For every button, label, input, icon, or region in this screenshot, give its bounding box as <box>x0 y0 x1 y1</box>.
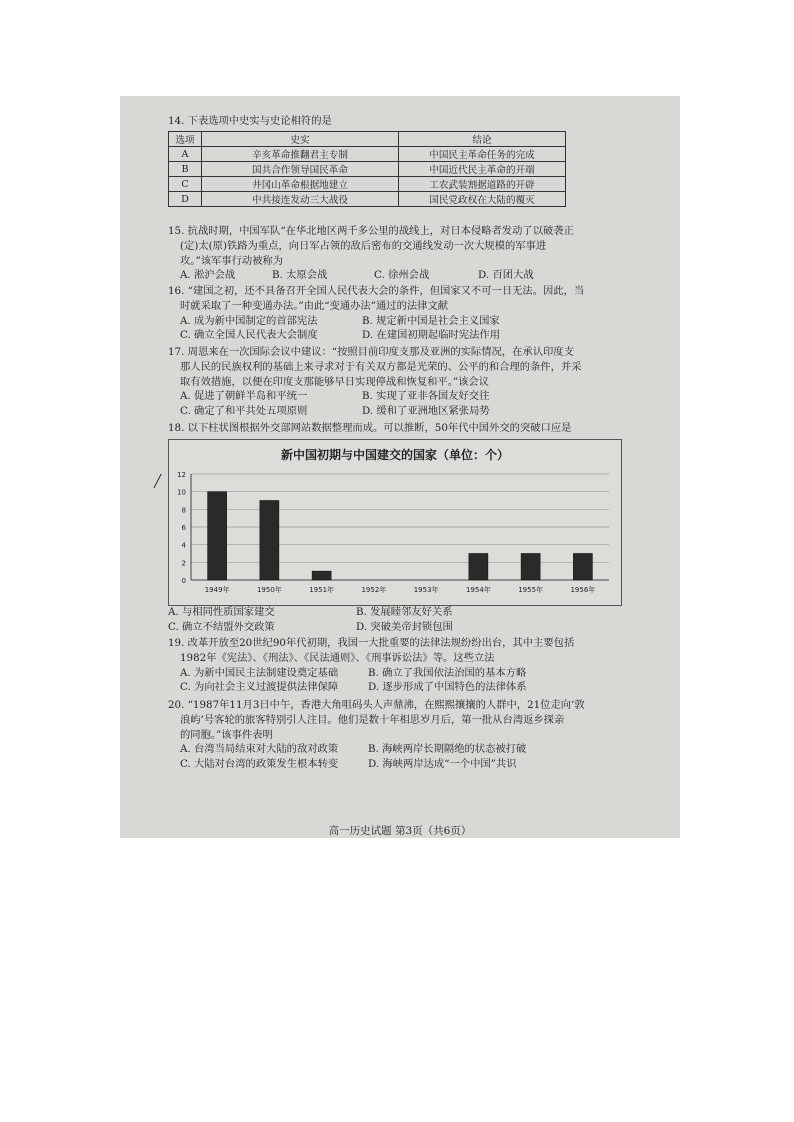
table-header-row <box>169 132 566 147</box>
table-header-fact: 史实 <box>202 132 399 147</box>
y-tick-label: 10 <box>177 488 186 497</box>
option-b: B. 实现了亚非各国友好交往 <box>362 390 490 403</box>
question-17-options-cd <box>168 404 668 419</box>
question-20-line: 20. “1987年11月3日中午，香港大角咀码头人声鼎沸，在熙熙攘攘的人群中，21位走向‘敦 <box>168 699 585 711</box>
question-19 <box>168 636 668 695</box>
option-a: A. 为新中国民主法制建设奠定基础 <box>180 666 339 679</box>
bar <box>260 501 279 581</box>
option-a: A. 台湾当局结束对大陆的敌对政策 <box>180 743 339 756</box>
table-cell-conclusion: 国民党政权在大陆的覆灭 <box>399 192 566 207</box>
diplomacy-bar-chart <box>168 439 622 606</box>
y-tick-label: 12 <box>177 471 186 479</box>
x-tick-label: 1952年 <box>361 586 387 594</box>
table-cell-option: B <box>169 162 202 177</box>
x-tick-label: 1951年 <box>309 586 335 594</box>
bar <box>312 571 331 580</box>
table-header-option: 选项 <box>169 132 202 147</box>
question-15-line: 15. 抗战时期，中国军队“在华北地区两千多公里的战线上，对日本侵略者发动了以破袭正 <box>168 225 574 237</box>
question-16-line: 16. “建国之初，还不具备召开全国人民代表大会的条件，但国家又不可一日无法。因此，当 <box>168 285 585 297</box>
question-18-line: 18. 以下柱状图根据外交部网站数据整理而成。可以推断，50年代中国外交的突破口应是 <box>168 422 572 434</box>
question-16-options-ab <box>168 314 668 329</box>
option-d: D. 逐步形成了中国特色的法律体系 <box>368 681 527 694</box>
pen-mark: ╱ <box>154 474 162 488</box>
option-b: B. 发展睦邻友好关系 <box>356 606 453 618</box>
table-cell-conclusion: 中国民主革命任务的完成 <box>399 147 566 162</box>
option-c: C. 徐州会战 <box>374 269 430 282</box>
table-cell-conclusion: 中国近代民主革命的开端 <box>399 162 566 177</box>
table-cell-option: D <box>169 192 202 207</box>
y-tick-label: 2 <box>181 559 186 568</box>
y-tick-label: 0 <box>181 577 186 585</box>
option-c: C. 确立不结盟外交政策 <box>168 620 275 633</box>
question-19-options-cd <box>168 680 668 695</box>
bar <box>208 492 227 580</box>
question-15-options <box>168 268 668 283</box>
table-row <box>169 177 566 192</box>
option-c: C. 为向社会主义过渡提供法律保障 <box>180 681 339 694</box>
table-cell-fact: 国共合作领导国民革命 <box>202 162 399 177</box>
y-tick-label: 6 <box>181 524 186 532</box>
question-19-options-ab <box>168 666 668 681</box>
x-tick-label: 1950年 <box>256 586 282 594</box>
x-tick-label: 1954年 <box>465 586 491 594</box>
chart-plot <box>169 440 621 605</box>
option-a: A. 与相同性质国家建交 <box>168 606 275 618</box>
table-row <box>169 147 566 162</box>
question-18-options-ab <box>168 605 668 620</box>
option-d: D. 突破美帝封锁包围 <box>356 620 453 633</box>
question-19-line: 1982年《宪法》、《刑法》、《民法通则》、《刑事诉讼法》等。这些立法 <box>180 651 495 664</box>
question-14 <box>168 114 668 129</box>
bar <box>469 554 488 581</box>
question-17-options-ab <box>168 389 668 404</box>
option-b: B. 规定新中国是社会主义国家 <box>362 314 500 327</box>
table-row <box>169 192 566 207</box>
question-16-options-cd <box>168 328 668 343</box>
table-row <box>169 162 566 177</box>
option-d: D. 缓和了亚洲地区紧张局势 <box>362 405 490 418</box>
table-cell-fact: 井冈山革命根据地建立 <box>202 177 399 192</box>
table-cell-option: C <box>169 177 202 192</box>
question-20-line: 浪屿’号客轮的旅客特别引人注目。他们是数十年相思岁月后，第一批从台湾返乡探亲 <box>180 713 565 726</box>
option-b: B. 海峡两岸长期隔绝的状态被打破 <box>368 743 527 756</box>
question-19-line: 19. 改革开放至20世纪90年代初期，我国一大批重要的法律法规纷纷出台，其中主要包括 <box>168 637 575 649</box>
option-a: A. 促进了朝鲜半岛和平统一 <box>180 390 308 403</box>
question-18-options <box>168 605 668 635</box>
table-header-conclusion: 结论 <box>399 132 566 147</box>
bar <box>521 554 540 581</box>
bar <box>573 554 592 581</box>
option-a: A. 成为新中国制定的首部宪法 <box>180 314 318 327</box>
option-b: B. 太原会战 <box>272 269 328 282</box>
question-17 <box>168 345 668 419</box>
option-d: D. 百团大战 <box>478 269 534 282</box>
table-cell-conclusion: 工农武装割据道路的开辟 <box>399 177 566 192</box>
question-20-line: 的同胞。”该事件表明 <box>180 728 273 741</box>
table-cell-fact: 中共接连发动三大战役 <box>202 192 399 207</box>
question-15-line: (定)太(原)铁路为重点，向日军占领的敌后密布的交通线发动一次大规模的军事进 <box>180 239 547 252</box>
question-20 <box>168 698 668 772</box>
page-footer: 高一历史试题 第3页（共6页） <box>328 825 472 837</box>
question-14-stem: 14. 下表选项中史实与史论相符的是 <box>168 115 332 127</box>
option-c: C. 确立全国人民代表大会制度 <box>180 329 318 342</box>
option-d: D. 海峡两岸达成“一个中国”共识 <box>368 758 517 771</box>
question-16 <box>168 284 668 343</box>
x-tick-label: 1955年 <box>518 586 544 594</box>
question-17-line: 那人民的民族权利的基础上来寻求对于有关双方都是光荣的、公平的和合理的条件，并采 <box>180 360 582 373</box>
x-tick-label: 1949年 <box>204 586 230 594</box>
question-20-options-cd <box>168 757 668 772</box>
x-tick-label: 1956年 <box>570 586 596 594</box>
question-16-line: 时就采取了一种变通办法。”由此“变通办法”通过的法律文献 <box>180 299 449 312</box>
question-14-table <box>168 131 566 207</box>
question-17-line: 取有效措施，以便在印度支那能够早日实现停战和恢复和平。”该会议 <box>180 375 490 388</box>
question-15 <box>168 224 668 283</box>
x-tick-label: 1953年 <box>413 586 439 594</box>
table-cell-fact: 辛亥革命推翻君主专制 <box>202 147 399 162</box>
option-c: C. 确定了和平共处五项原则 <box>180 405 308 418</box>
exam-page <box>120 96 680 838</box>
option-d: D. 在建国初期起临时宪法作用 <box>362 329 500 342</box>
option-c: C. 大陆对台湾的政策发生根本转变 <box>180 758 339 771</box>
question-20-options-ab <box>168 742 668 757</box>
table-cell-option: A <box>169 147 202 162</box>
question-17-line: 17. 周恩来在一次国际会议中建议：“按照目前印度支那及亚洲的实际情况，在承认印度支 <box>168 346 574 358</box>
y-tick-label: 4 <box>181 541 186 550</box>
question-18-options-cd <box>168 620 668 635</box>
question-18 <box>168 421 668 436</box>
option-a: A. 淞沪会战 <box>180 269 236 282</box>
option-b: B. 确立了我国依法治国的基本方略 <box>368 666 527 679</box>
y-tick-label: 8 <box>181 506 186 515</box>
chart-title: 新中国初期与中国建交的国家（单位：个） <box>280 448 509 462</box>
question-15-line: 攻。”该军事行动被称为 <box>180 254 284 267</box>
